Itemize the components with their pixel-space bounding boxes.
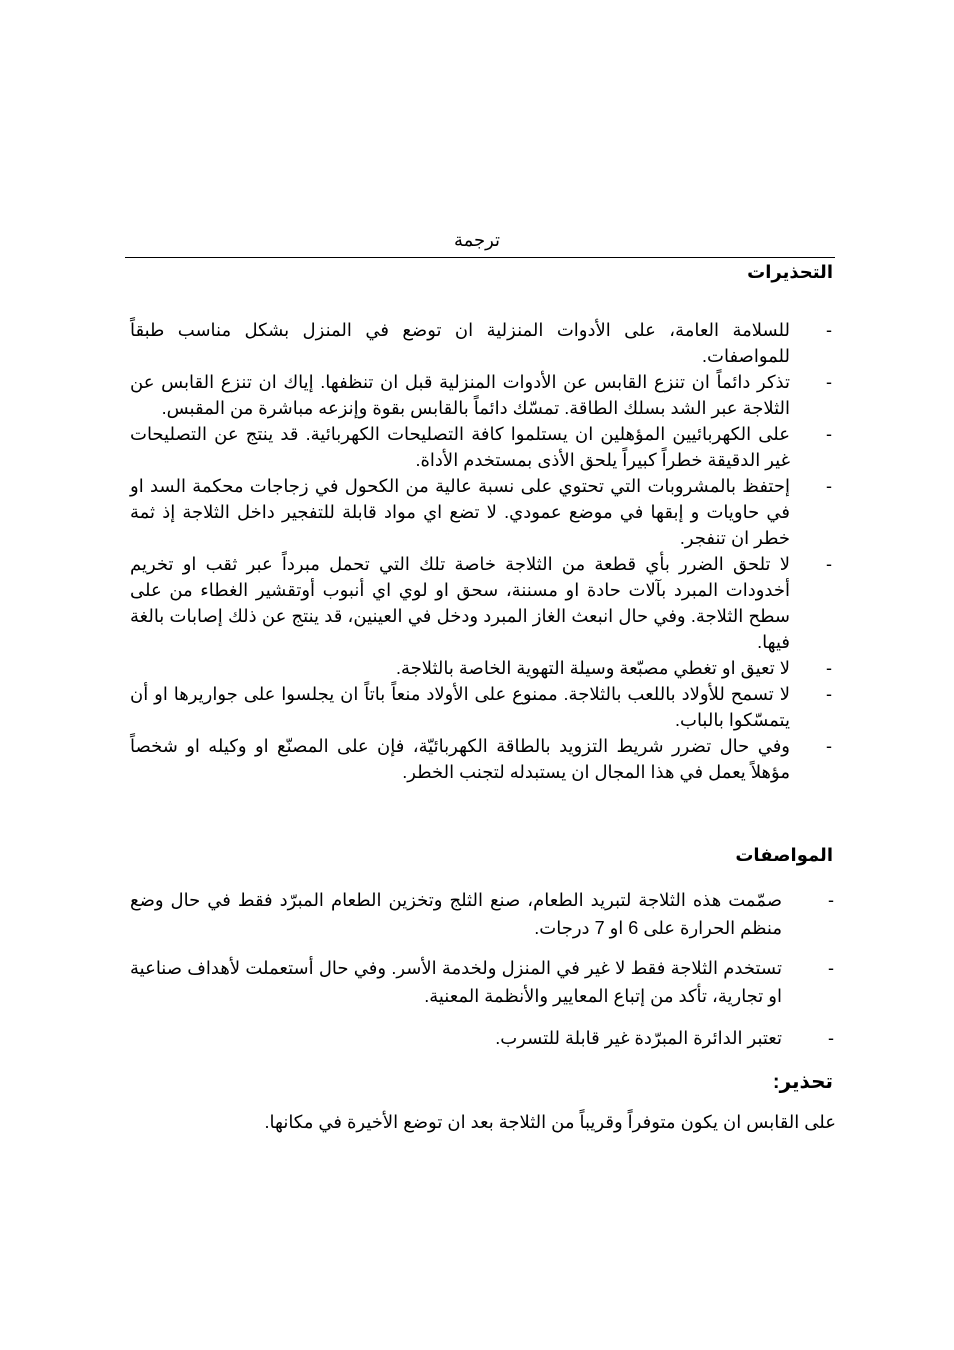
warning-text: إحتفظ بالمشروبات التي تحتوي على نسبة عالية من الكحول في زجاجات محكمة السد او في حاويات و إبقها في موضع عمودي. لا تضع اي مواد قابلة للتفجير داخل الثلاجة إذ ثمة خطر ان تنفجر. — [130, 476, 790, 548]
warning-text: للسلامة العامة، على الأدوات المنزلية ان توضع في المنزل بشكل مناسب طبقاً للمواصفات. — [130, 320, 790, 366]
caution-heading: تحذير: — [772, 1071, 833, 1093]
specification-text: تعتبر الدائرة المبرّدة غير قابلة للتسرب. — [495, 1028, 782, 1048]
bullet-dash: - — [828, 958, 834, 978]
bullet-dash: - — [828, 1028, 834, 1048]
specifications-heading: المواصفات — [735, 845, 833, 865]
caution-text: على القابس ان يكون متوفراً وقريباً من الثلاجة بعد ان توضع الأخيرة في مكانها. — [264, 1112, 836, 1132]
warning-item — [120, 317, 840, 369]
warnings-list — [120, 317, 840, 785]
warning-item — [120, 733, 840, 785]
warning-text: على الكهربائيين المؤهلين ان يستلموا كافة التصليحات الكهربائية. قد ينتج عن التصليحات غير الدقيقة خطراً كبيراً يلحق الأذى بمستخدم الأداة. — [130, 424, 790, 470]
warning-item — [120, 681, 840, 733]
warning-text: تذكر دائماً ان تنزع القابس عن الأدوات المنزلية قبل ان تنظفها. إياك ان تنزع القابس عن الثلاجة عبر الشد بسلك الطاقة. تمسّك دائماً بالقابس بقوة وإنزعه مباشرة من المقبس. — [130, 372, 790, 418]
warnings-heading: التحذيرات — [747, 262, 833, 282]
page-header-title: ترجمة — [453, 230, 501, 250]
bullet-dash: - — [826, 372, 832, 392]
specifications-list — [120, 886, 840, 1064]
bullet-dash: - — [826, 554, 832, 574]
header-divider — [125, 257, 835, 258]
bullet-dash: - — [826, 424, 832, 444]
bullet-dash: - — [826, 684, 832, 704]
warning-item — [120, 473, 840, 551]
warning-text: لا تسمح للأولاد باللعب بالثلاجة. ممنوع على الأولاد منعاً باتاً ان يجلسوا على جواريرها او أن يتمسّكوا بالباب. — [130, 684, 790, 730]
specification-text: صمّمت هذه الثلاجة لتبريد الطعام، صنع الثلج وتخزين الطعام المبرّد فقط في حال وضع منظم الحرارة على 6 او 7 درجات. — [130, 890, 782, 938]
warning-item — [120, 421, 840, 473]
bullet-dash: - — [826, 476, 832, 496]
warning-text: لا تعيق او تغطي مصبّعة وسيلة التهوية الخاصة بالثلاجة. — [395, 658, 790, 678]
warning-text: وفي حال تضرر شريط التزويد بالطاقة الكهربائيّة، فإن على المصنّع او وكيله او شخصاً مؤهلاً يعمل في هذا المجال ان يستبدله لتجنب الخطر. — [130, 736, 790, 782]
warning-item — [120, 655, 840, 681]
bullet-dash: - — [826, 658, 832, 678]
warning-text: لا تلحق الضرر بأي قطعة من الثلاجة خاصة تلك التي تحمل مبرداً عبر ثقب او تخريم أخدودات المبرد بآلات حادة او مسننة، سحق او لوي اي أنبوب أوتقشير الغطاء من على سطح الثلاجة. وفي حال انبعث الغاز المبرد ودخل في العينين، قد ينتج عن ذلك إصابات بالغة فيها. — [130, 554, 790, 652]
specification-item — [120, 886, 840, 942]
bullet-dash: - — [826, 320, 832, 340]
specification-text: تستخدم الثلاجة فقط لا غير في المنزل ولخدمة الأسر. وفي حال أستعملت لأهداف صناعية او تجارية، تأكد من إتباع المعايير والأنظمة المعنية. — [130, 958, 782, 1006]
bullet-dash: - — [826, 736, 832, 756]
specification-item — [120, 1024, 840, 1052]
warning-item — [120, 369, 840, 421]
bullet-dash: - — [828, 890, 834, 910]
specification-item — [120, 954, 840, 1010]
warning-item — [120, 551, 840, 655]
